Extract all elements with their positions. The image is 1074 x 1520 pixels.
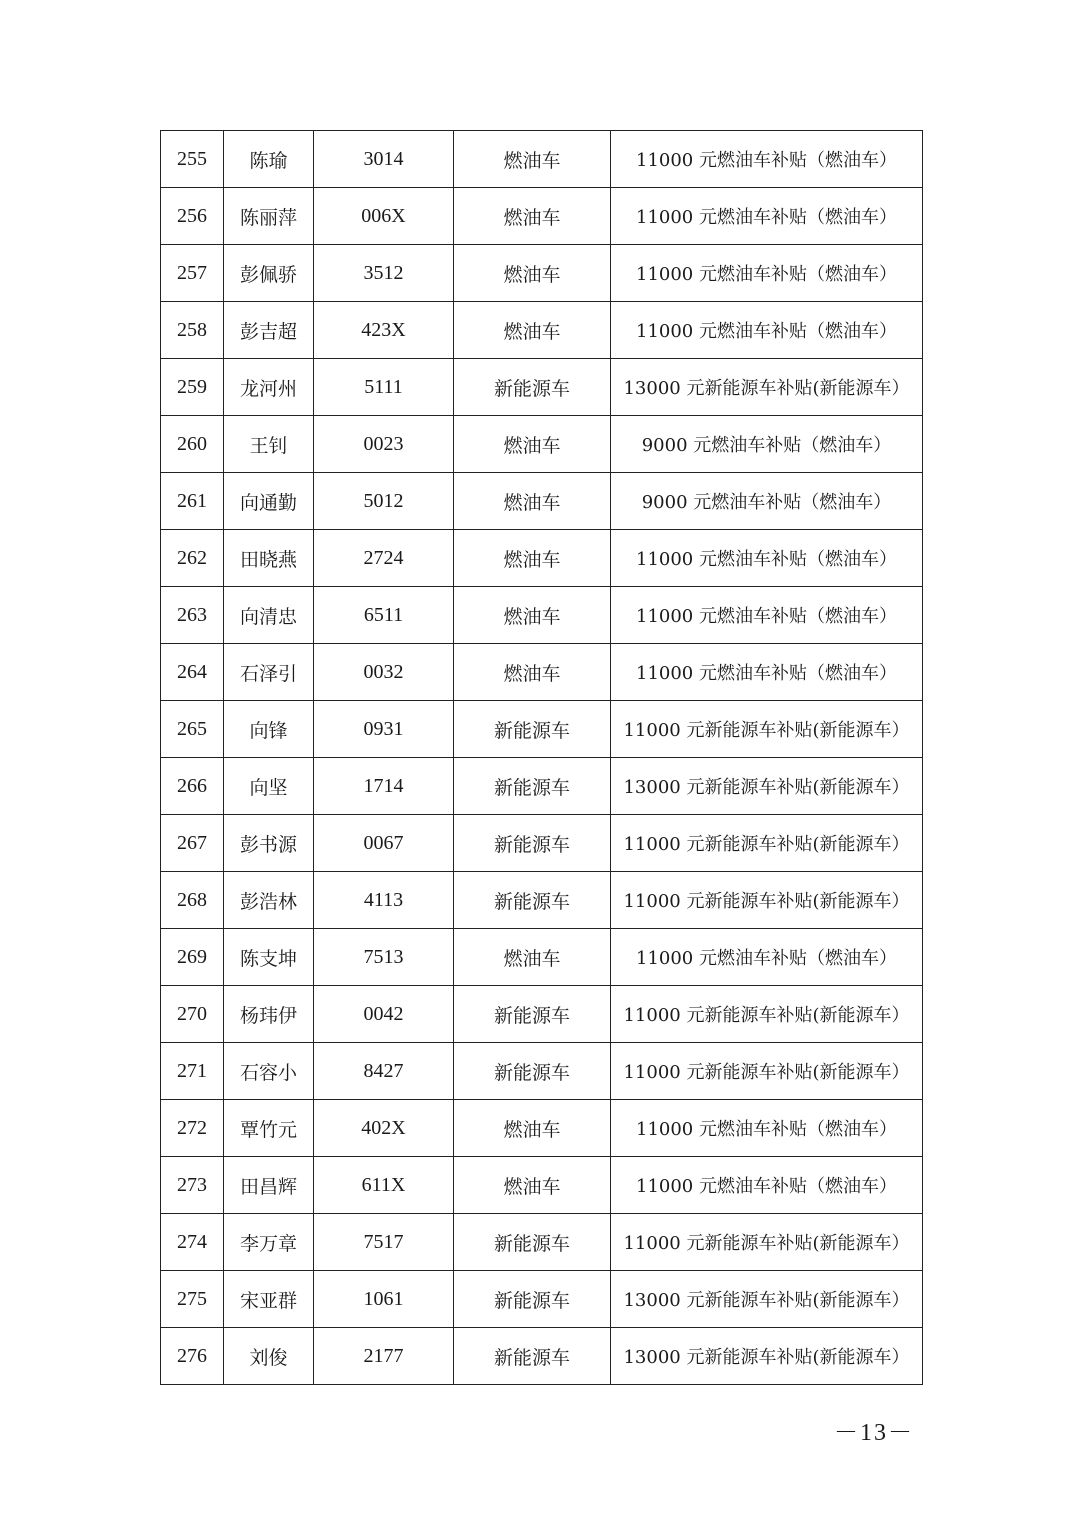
vehicle-type-cell: 燃油车 xyxy=(454,416,611,473)
subsidy-cell: 9000 元燃油车补贴（燃油车） xyxy=(611,416,923,473)
id-suffix-cell: 0931 xyxy=(314,701,454,758)
row-number-cell: 260 xyxy=(161,416,224,473)
name-cell: 刘俊 xyxy=(224,1328,314,1385)
id-suffix-cell: 0032 xyxy=(314,644,454,701)
name-cell: 田昌辉 xyxy=(224,1157,314,1214)
row-number-cell: 276 xyxy=(161,1328,224,1385)
table-row xyxy=(161,530,923,587)
subsidy-cell: 11000 元新能源车补贴(新能源车） xyxy=(611,1043,923,1100)
table-row xyxy=(161,701,923,758)
row-number-cell: 268 xyxy=(161,872,224,929)
row-number-cell: 256 xyxy=(161,188,224,245)
table-row xyxy=(161,131,923,188)
name-cell: 向清忠 xyxy=(224,587,314,644)
id-suffix-cell: 7517 xyxy=(314,1214,454,1271)
subsidy-table xyxy=(160,130,923,1385)
table-row xyxy=(161,188,923,245)
vehicle-type-cell: 新能源车 xyxy=(454,1271,611,1328)
vehicle-type-cell: 燃油车 xyxy=(454,1157,611,1214)
vehicle-type-cell: 燃油车 xyxy=(454,131,611,188)
name-cell: 王钊 xyxy=(224,416,314,473)
row-number-cell: 267 xyxy=(161,815,224,872)
row-number-cell: 270 xyxy=(161,986,224,1043)
subsidy-cell: 11000 元燃油车补贴（燃油车） xyxy=(611,302,923,359)
subsidy-cell: 11000 元燃油车补贴（燃油车） xyxy=(611,245,923,302)
vehicle-type-cell: 燃油车 xyxy=(454,929,611,986)
table-row xyxy=(161,815,923,872)
table-row xyxy=(161,587,923,644)
name-cell: 彭吉超 xyxy=(224,302,314,359)
table-row xyxy=(161,1157,923,1214)
row-number-cell: 257 xyxy=(161,245,224,302)
row-number-cell: 269 xyxy=(161,929,224,986)
vehicle-type-cell: 新能源车 xyxy=(454,815,611,872)
vehicle-type-cell: 新能源车 xyxy=(454,359,611,416)
vehicle-type-cell: 新能源车 xyxy=(454,1328,611,1385)
name-cell: 彭浩林 xyxy=(224,872,314,929)
table-row xyxy=(161,473,923,530)
name-cell: 宋亚群 xyxy=(224,1271,314,1328)
row-number-cell: 266 xyxy=(161,758,224,815)
subsidy-cell: 13000 元新能源车补贴(新能源车） xyxy=(611,1328,923,1385)
name-cell: 陈丽萍 xyxy=(224,188,314,245)
id-suffix-cell: 0067 xyxy=(314,815,454,872)
id-suffix-cell: 5012 xyxy=(314,473,454,530)
subsidy-cell: 9000 元燃油车补贴（燃油车） xyxy=(611,473,923,530)
subsidy-cell: 11000 元新能源车补贴(新能源车） xyxy=(611,701,923,758)
id-suffix-cell: 1714 xyxy=(314,758,454,815)
table-row xyxy=(161,929,923,986)
table-row xyxy=(161,872,923,929)
subsidy-cell: 11000 元燃油车补贴（燃油车） xyxy=(611,644,923,701)
table-row xyxy=(161,1100,923,1157)
table-row xyxy=(161,245,923,302)
vehicle-type-cell: 新能源车 xyxy=(454,1214,611,1271)
name-cell: 田晓燕 xyxy=(224,530,314,587)
vehicle-type-cell: 新能源车 xyxy=(454,1043,611,1100)
subsidy-cell: 11000 元新能源车补贴(新能源车） xyxy=(611,815,923,872)
name-cell: 龙河州 xyxy=(224,359,314,416)
vehicle-type-cell: 燃油车 xyxy=(454,1100,611,1157)
name-cell: 陈支坤 xyxy=(224,929,314,986)
table-row xyxy=(161,359,923,416)
vehicle-type-cell: 新能源车 xyxy=(454,758,611,815)
vehicle-type-cell: 燃油车 xyxy=(454,473,611,530)
table-body xyxy=(161,131,923,1385)
subsidy-cell: 13000 元新能源车补贴(新能源车） xyxy=(611,1271,923,1328)
table-row xyxy=(161,1214,923,1271)
name-cell: 石泽引 xyxy=(224,644,314,701)
name-cell: 覃竹元 xyxy=(224,1100,314,1157)
vehicle-type-cell: 新能源车 xyxy=(454,701,611,758)
table-row xyxy=(161,986,923,1043)
row-number-cell: 272 xyxy=(161,1100,224,1157)
id-suffix-cell: 2177 xyxy=(314,1328,454,1385)
page-number: －13－ xyxy=(834,1420,914,1446)
id-suffix-cell: 4113 xyxy=(314,872,454,929)
vehicle-type-cell: 燃油车 xyxy=(454,188,611,245)
table-row xyxy=(161,1043,923,1100)
subsidy-cell: 11000 元燃油车补贴（燃油车） xyxy=(611,929,923,986)
id-suffix-cell: 1061 xyxy=(314,1271,454,1328)
vehicle-type-cell: 燃油车 xyxy=(454,302,611,359)
name-cell: 向坚 xyxy=(224,758,314,815)
row-number-cell: 259 xyxy=(161,359,224,416)
subsidy-cell: 11000 元新能源车补贴(新能源车） xyxy=(611,1214,923,1271)
row-number-cell: 258 xyxy=(161,302,224,359)
row-number-cell: 274 xyxy=(161,1214,224,1271)
id-suffix-cell: 3512 xyxy=(314,245,454,302)
name-cell: 彭书源 xyxy=(224,815,314,872)
row-number-cell: 255 xyxy=(161,131,224,188)
vehicle-type-cell: 燃油车 xyxy=(454,644,611,701)
id-suffix-cell: 0023 xyxy=(314,416,454,473)
id-suffix-cell: 402X xyxy=(314,1100,454,1157)
name-cell: 杨玮伊 xyxy=(224,986,314,1043)
vehicle-type-cell: 燃油车 xyxy=(454,587,611,644)
vehicle-type-cell: 燃油车 xyxy=(454,530,611,587)
id-suffix-cell: 006X xyxy=(314,188,454,245)
name-cell: 向通勤 xyxy=(224,473,314,530)
id-suffix-cell: 423X xyxy=(314,302,454,359)
subsidy-cell: 11000 元燃油车补贴（燃油车） xyxy=(611,530,923,587)
vehicle-type-cell: 新能源车 xyxy=(454,872,611,929)
name-cell: 李万章 xyxy=(224,1214,314,1271)
subsidy-cell: 11000 元新能源车补贴(新能源车） xyxy=(611,986,923,1043)
row-number-cell: 273 xyxy=(161,1157,224,1214)
subsidy-cell: 11000 元燃油车补贴（燃油车） xyxy=(611,1100,923,1157)
subsidy-cell: 13000 元新能源车补贴(新能源车） xyxy=(611,359,923,416)
table-row xyxy=(161,644,923,701)
subsidy-cell: 11000 元燃油车补贴（燃油车） xyxy=(611,1157,923,1214)
subsidy-cell: 11000 元燃油车补贴（燃油车） xyxy=(611,587,923,644)
subsidy-cell: 11000 元燃油车补贴（燃油车） xyxy=(611,131,923,188)
row-number-cell: 275 xyxy=(161,1271,224,1328)
row-number-cell: 271 xyxy=(161,1043,224,1100)
table-row xyxy=(161,416,923,473)
id-suffix-cell: 3014 xyxy=(314,131,454,188)
row-number-cell: 262 xyxy=(161,530,224,587)
row-number-cell: 264 xyxy=(161,644,224,701)
id-suffix-cell: 0042 xyxy=(314,986,454,1043)
id-suffix-cell: 7513 xyxy=(314,929,454,986)
id-suffix-cell: 6511 xyxy=(314,587,454,644)
vehicle-type-cell: 新能源车 xyxy=(454,986,611,1043)
name-cell: 石容小 xyxy=(224,1043,314,1100)
name-cell: 向锋 xyxy=(224,701,314,758)
subsidy-cell: 11000 元燃油车补贴（燃油车） xyxy=(611,188,923,245)
table-row xyxy=(161,1328,923,1385)
row-number-cell: 261 xyxy=(161,473,224,530)
row-number-cell: 263 xyxy=(161,587,224,644)
id-suffix-cell: 5111 xyxy=(314,359,454,416)
table-row xyxy=(161,758,923,815)
table-row xyxy=(161,1271,923,1328)
row-number-cell: 265 xyxy=(161,701,224,758)
vehicle-type-cell: 燃油车 xyxy=(454,245,611,302)
subsidy-cell: 11000 元新能源车补贴(新能源车） xyxy=(611,872,923,929)
id-suffix-cell: 2724 xyxy=(314,530,454,587)
id-suffix-cell: 611X xyxy=(314,1157,454,1214)
name-cell: 彭佩骄 xyxy=(224,245,314,302)
subsidy-cell: 13000 元新能源车补贴(新能源车） xyxy=(611,758,923,815)
id-suffix-cell: 8427 xyxy=(314,1043,454,1100)
table-row xyxy=(161,302,923,359)
name-cell: 陈瑜 xyxy=(224,131,314,188)
